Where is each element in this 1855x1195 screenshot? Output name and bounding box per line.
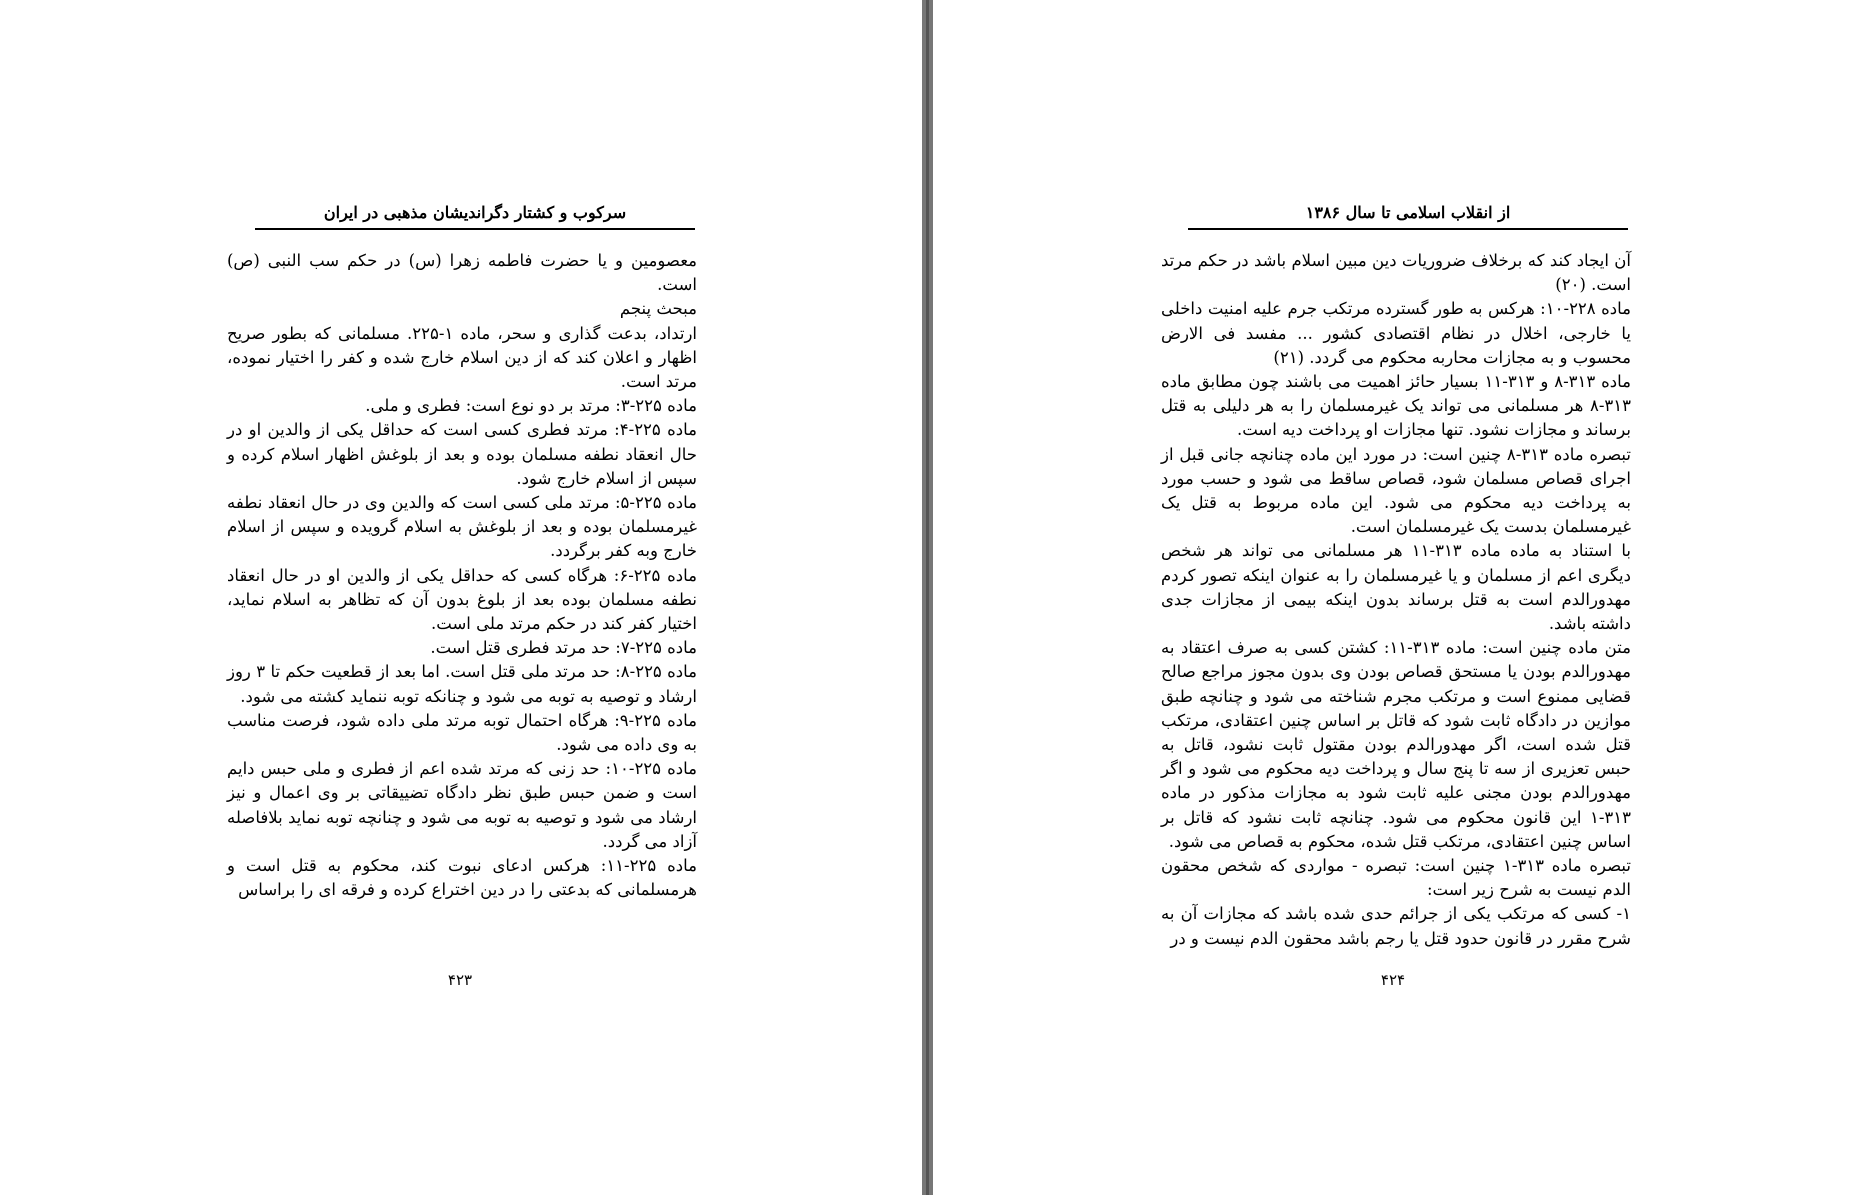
page-number: ۴۲۳ (447, 971, 473, 989)
page-divider (926, 0, 929, 1195)
section-heading: مبحث پنجم (619, 299, 697, 319)
paragraph: تبصره ماده ۳۱۳-۱ چنین است: تبصره - مواردی که شخص محقون الدم نیست به شرح زیر است: (1161, 856, 1631, 900)
running-header: از انقلاب اسلامی تا سال ۱۳۸۶ (1188, 200, 1628, 230)
paragraph: معصومین و یا حضرت فاطمه زهرا (س) در حکم سب النبی (ص) است. (227, 251, 697, 295)
paragraph: آن ایجاد کند که برخلاف ضروریات دین مبین اسلام باشد در حکم مرتد است. (۲۰) (1161, 251, 1631, 295)
left-page (0, 0, 922, 1195)
paragraph: ماده ۲۲۵-۸: حد مرتد ملی قتل است. اما بعد از قطعیت حکم تا ۳ روز ارشاد و توصیه به توبه می شود و چنانکه توبه ننماید کشته می شود. (227, 662, 697, 706)
paragraph: ماده ۲۲۵-۷: حد مرتد فطری قتل است. (430, 638, 697, 658)
paragraph: ماده ۲۲۵-۹: هرگاه احتمال توبه مرتد ملی داده شود، فرصت مناسب به وی داده می شود. (227, 710, 697, 755)
paragraph: ماده ۲۲۵-۱۰: حد زنی که مرتد شده اعم از فطری و ملی حبس دایم است و ضمن حبس طبق نظر دادگاه تضییقاتی بر وی اعمال و نیز ارشاد می شود و توصیه به توبه می شود و چنانچه توبه نماید بلافاصله آزاد می گردد. (227, 759, 697, 851)
paragraph: ماده ۲۲۸-۱۰: هرکس به طور گسترده مرتکب جرم علیه امنیت داخلی یا خارجی، اخلال در نظام اقتصادی کشور ... مفسد فی الارض محسوب و به مجازات محاربه محکوم می گردد. (۲۱) (1161, 299, 1631, 367)
right-page (933, 0, 1855, 1195)
paragraph: ۱- کسی که مرتکب یکی از جرائم حدی شده باشد که مجازات آن به شرح مقرر در قانون حدود قتل یا رجم باشد محقون الدم نیست و در (1161, 904, 1631, 948)
paragraph: ماده ۲۲۵-۶: هرگاه کسی که حداقل یکی از والدین او در حال انعقاد نطفه مسلمان بوده بعد از بلوغ بدون آن که تظاهر به اسلام نماید، اختیار کفر کند در حکم مرتد ملی است. (227, 565, 697, 634)
paragraph: ماده ۲۲۵-۵: مرتد ملی کسی است که والدین وی در حال انعقاد نطفه غیرمسلمان بوده و بعد از بلوغش به اسلام گرویده و سپس از اسلام خارج وبه کفر برگردد. (227, 493, 697, 561)
paragraph: ماده ۲۲۵-۳: مرتد بر دو نوع است: فطری و ملی. (365, 396, 697, 416)
paragraph: ماده ۲۲۵-۴: مرتد فطری کسی است که حداقل یکی از والدین او در حال انعقاد نطفه مسلمان بوده و بعد از بلوغش اظهار اسلام کرده و سپس از اسلام خارج شود. (227, 420, 697, 488)
paragraph: با استناد به ماده ماده ۳۱۳-۱۱ هر مسلمانی می تواند هر شخص دیگری اعم از مسلمان و یا غیرمسلمان را به عنوان اینکه تصور کردم مهدورالدم است به قتل برساند بدون اینکه بیمی از مجازات جدی داشته باشد. (1161, 541, 1632, 634)
page-number: ۴۲۴ (1380, 971, 1406, 989)
body-text (1161, 249, 1631, 951)
running-header: سرکوب و کشتار دگراندیشان مذهبی در ایران (255, 200, 695, 230)
paragraph: ارتداد، بدعت گذاری و سحر، ماده ۱-۲۲۵. مسلمانی که بطور صریح اظهار و اعلان کند که از دین اسلام خارج شده و کفر را اختیار نموده، مرتد است. (227, 323, 697, 392)
paragraph: ماده ۳۱۳-۸ و ۳۱۳-۱۱ بسیار حائز اهمیت می باشند چون مطابق ماده ۳۱۳-۸ هر مسلمانی می تواند یک غیرمسلمان را به هر دلیلی به قتل برساند و مجازات نشود. تنها مجازات او پرداخت دیه است. (1161, 372, 1631, 440)
body-text (227, 249, 697, 902)
paragraph: تبصره ماده ۳۱۳-۸ چنین است: در مورد این ماده چنانچه جانی قبل از اجرای قصاص مسلمان شود، قصاص ساقط می شود و حسب مورد به پرداخت دیه محکوم می شود. این ماده مربوط به قتل یک غیرمسلمان بدست یک غیرمسلمان است. (1161, 444, 1631, 537)
paragraph: متن ماده چنین است: ماده ۳۱۳-۱۱: کشتن کسی به صرف اعتقاد به مهدورالدم بودن یا مستحق قصاص بودن وی بدون مجوز مراجع صالح قضایی ممنوع است و مرتکب مجرم شناخته می شود و چنانچه طبق موازین در دادگاه ثابت شود که قاتل بر اساس چنین اعتقادی، مرتکب قتل شده است، اگر مهدورالدم بودن مقتول ثابت نشود، قاتل به حبس تعزیری از سه تا پنج سال و پرداخت دیه محکوم می شود و اگر مهدورالدم بودن مجنی علیه ثابت شود به مجازات مذکور در ماده ۳۱۳-۱ این قانون محکوم می شود. چنانچه ثابت نشود که قاتل بر اساس چنین اعتقادی، مرتکب قتل شده، محکوم به قصاص می شود. (1161, 638, 1631, 851)
paragraph: ماده ۲۲۵-۱۱: هرکس ادعای نبوت کند، محکوم به قتل است و هرمسلمانی که بدعتی را در دین اختراع کرده و فرقه ای را براساس (227, 856, 697, 900)
